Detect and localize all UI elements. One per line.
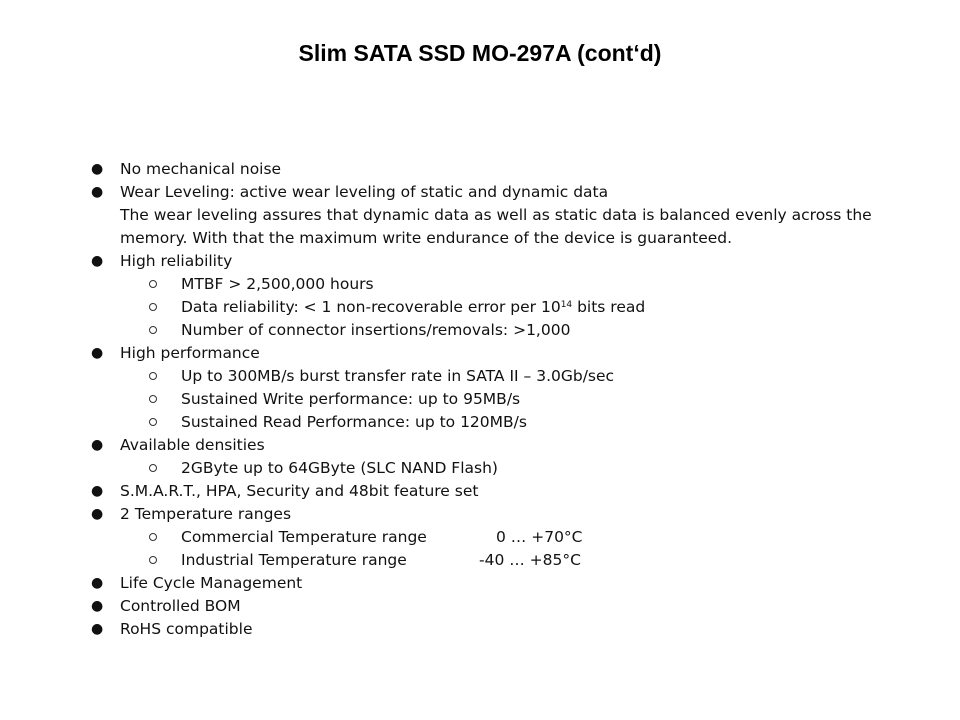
item-text: High reliability	[120, 252, 233, 270]
item-text: The wear leveling assures that dynamic data as well as static data is balanced evenly across the	[120, 206, 872, 224]
bullet-icon: ●	[91, 483, 104, 499]
bullet-icon: ●	[91, 506, 104, 522]
item-text: Number of connector insertions/removals: >1,000	[181, 321, 571, 339]
list-item-wear-leveling	[90, 181, 930, 204]
list-item-performance	[90, 342, 930, 365]
item-text: High performance	[120, 344, 260, 362]
item-text: 2 Temperature ranges	[120, 505, 292, 523]
bullet-list	[90, 158, 930, 641]
list-item-densities	[90, 434, 930, 457]
circle-bullet-icon	[149, 533, 157, 541]
bullet-icon: ●	[91, 161, 104, 177]
item-text: Industrial Temperature range	[181, 551, 407, 569]
item-text-suffix: bits read	[572, 298, 646, 316]
industrial-temp-value: -40 … +85°C	[479, 551, 581, 569]
item-text: Wear Leveling: active wear leveling of static and dynamic data	[120, 183, 609, 201]
list-item-lifecycle	[90, 572, 930, 595]
circle-bullet-icon	[149, 418, 157, 426]
sub-item-density-range	[90, 457, 930, 480]
sub-item-commercial-temp	[90, 526, 930, 549]
sub-item-burst	[90, 365, 930, 388]
exponent: 14	[560, 300, 573, 310]
bullet-icon: ●	[91, 253, 104, 269]
item-text: Life Cycle Management	[120, 574, 303, 592]
commercial-temp-value: 0 … +70°C	[496, 528, 583, 546]
item-text-prefix: Data reliability: < 1 non-recoverable error per 10	[181, 298, 561, 316]
list-item-rohs	[90, 618, 930, 641]
list-item-smart	[90, 480, 930, 503]
bullet-icon: ●	[91, 598, 104, 614]
item-text: Up to 300MB/s burst transfer rate in SATA II – 3.0Gb/sec	[181, 367, 615, 385]
sub-item-data-reliability	[90, 296, 930, 319]
list-item-temperature	[90, 503, 930, 526]
sub-item-write	[90, 388, 930, 411]
item-text: S.M.A.R.T., HPA, Security and 48bit feature set	[120, 482, 479, 500]
bullet-icon: ●	[91, 621, 104, 637]
slide-title: Slim SATA SSD MO-297A (cont‘d)	[298, 40, 662, 66]
item-text: Commercial Temperature range	[181, 528, 427, 546]
circle-bullet-icon	[149, 556, 157, 564]
circle-bullet-icon	[149, 464, 157, 472]
item-text: MTBF > 2,500,000 hours	[181, 275, 374, 293]
circle-bullet-icon	[149, 372, 157, 380]
item-text: 2GByte up to 64GByte (SLC NAND Flash)	[181, 459, 498, 477]
list-item-reliability	[90, 250, 930, 273]
sub-item-industrial-temp	[90, 549, 930, 572]
item-text: RoHS compatible	[120, 620, 253, 638]
item-text: Controlled BOM	[120, 597, 241, 615]
bullet-icon: ●	[91, 437, 104, 453]
item-text: No mechanical noise	[120, 160, 282, 178]
bullet-icon: ●	[91, 575, 104, 591]
item-text: memory. With that the maximum write endurance of the device is guaranteed.	[120, 229, 733, 247]
item-text: Available densities	[120, 436, 265, 454]
bullet-icon: ●	[91, 345, 104, 361]
circle-bullet-icon	[149, 395, 157, 403]
circle-bullet-icon	[149, 280, 157, 288]
sub-item-read	[90, 411, 930, 434]
list-item-noise	[90, 158, 930, 181]
circle-bullet-icon	[149, 303, 157, 311]
item-text: Sustained Write performance: up to 95MB/s	[181, 390, 521, 408]
wear-description-line-2	[90, 227, 930, 250]
list-item-bom	[90, 595, 930, 618]
item-text: Sustained Read Performance: up to 120MB/s	[181, 413, 527, 431]
wear-description-line-1	[90, 204, 930, 227]
sub-item-mtbf	[90, 273, 930, 296]
bullet-icon: ●	[91, 184, 104, 200]
sub-item-insertions	[90, 319, 930, 342]
circle-bullet-icon	[149, 326, 157, 334]
